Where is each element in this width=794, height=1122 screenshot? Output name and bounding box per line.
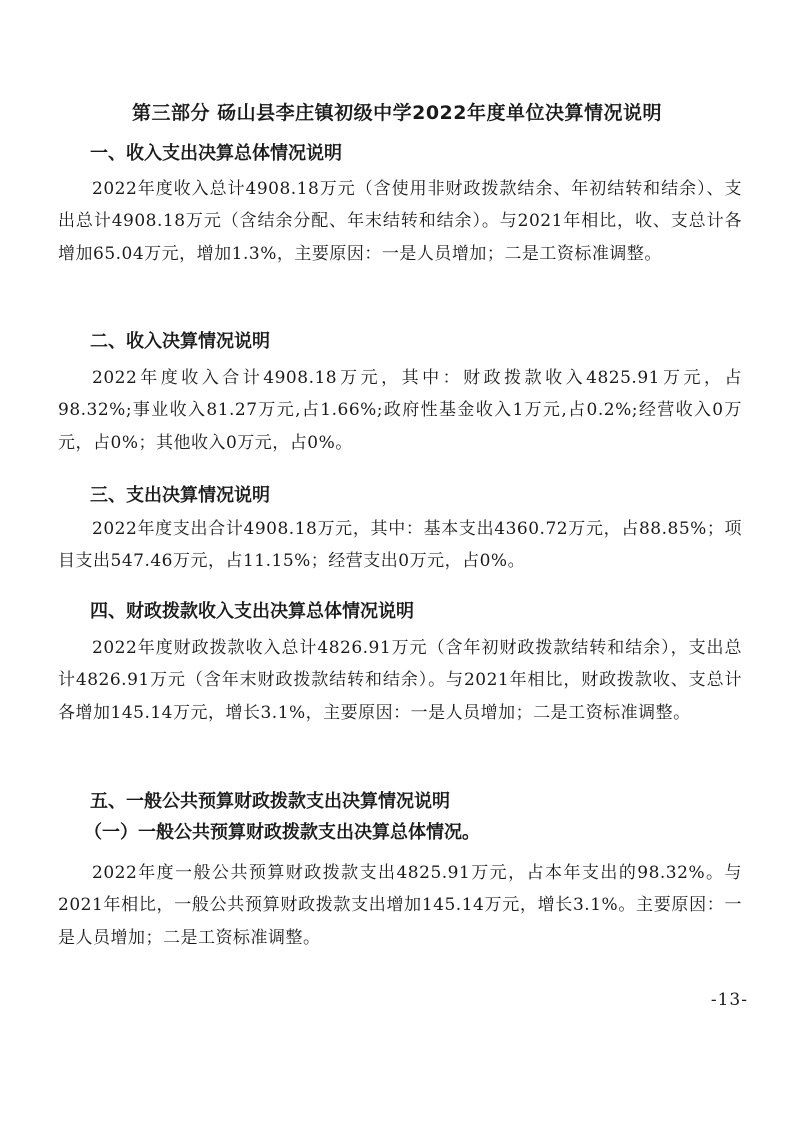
subsection-heading-5-1: （一）一般公共预算财政拨款支出决算总体情况。	[84, 822, 480, 843]
section-heading-5: 五、一般公共预算财政拨款支出决算情况说明	[90, 791, 450, 812]
section-body-3: 2022年度支出合计4908.18万元，其中：基本支出4360.72万元，占88.85%；项目支出547.46万元，占11.15%；经营支出0万元，占0%。	[58, 519, 742, 572]
page-number: -13-	[710, 990, 748, 1010]
section-heading-1: 一、收入支出决算总体情况说明	[90, 143, 342, 164]
section-heading-3: 三、支出决算情况说明	[90, 485, 270, 506]
section-body-5-1: 2022年度一般公共预算财政拨款支出4825.91万元，占本年支出的98.32%。与2021年相比，一般公共预算财政拨款支出增加145.14万元，增长3.1%。主要原因：一是人员增加；二是工资标准调整。	[58, 863, 742, 948]
section-body-2: 2022年度收入合计4908.18万元，其中：财政拨款收入4825.91万元，占98.32%;事业收入81.27万元,占1.66%;政府性基金收入1万元,占0.2%;经营收入0万元，占0%；其他收入0万元，占0%。	[58, 368, 742, 453]
section-body-4: 2022年度财政拨款收入总计4826.91万元（含年初财政拨款结转和结余），支出总计4826.91万元（含年末财政拨款结转和结余）。与2021年相比，财政拨款收、支总计各增加145.14万元，增长3.1%，主要原因：一是人员增加；二是工资标准调整。	[58, 638, 742, 723]
section-heading-4: 四、财政拨款收入支出决算总体情况说明	[90, 601, 414, 622]
section-body-1: 2022年度收入总计4908.18万元（含使用非财政拨款结余、年初结转和结余）、支出总计4908.18万元（含结余分配、年末结转和结余）。与2021年相比，收、支总计各增加65.04万元，增加1.3%，主要原因：一是人员增加；二是工资标准调整。	[58, 179, 742, 264]
document-title: 第三部分 砀山县李庄镇初级中学2022年度单位决算情况说明	[132, 102, 662, 124]
section-heading-2: 二、收入决算情况说明	[90, 331, 270, 352]
